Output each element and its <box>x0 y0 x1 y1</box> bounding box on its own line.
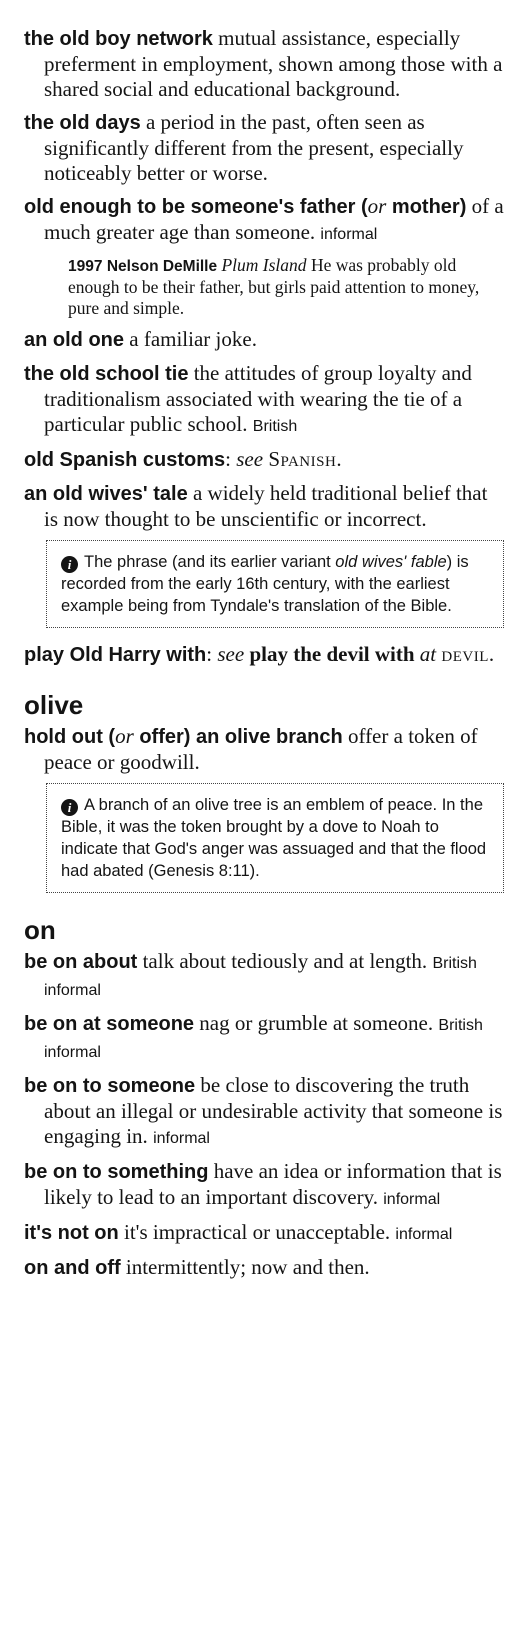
see-label: see <box>236 447 264 471</box>
definition: nag or grumble at someone. <box>199 1011 434 1035</box>
punct: : <box>225 447 231 471</box>
usage-label: British informal <box>44 1017 483 1061</box>
entry-old-one <box>24 327 504 353</box>
headword: old Spanish customs <box>24 449 226 471</box>
note-text: A branch of an olive tree is an emblem of peace. In the Bible, it was the token brought by a dove to Noah to indicate that God's anger was assuaged and that the flood had abated (Genesis 8:11). <box>61 796 487 880</box>
entry-be-on-to-something <box>24 1159 504 1212</box>
definition: offer a token of peace or goodwill. <box>44 724 478 774</box>
note-emphasis: old wives' fable <box>335 553 447 571</box>
usage-label: British informal <box>44 955 477 999</box>
headword: an old one <box>24 329 124 351</box>
definition: a familiar joke. <box>129 327 257 351</box>
definition: it's impractical or unacceptable. <box>124 1220 391 1244</box>
punct: : <box>206 642 213 666</box>
usage-label: informal <box>383 1191 441 1208</box>
info-icon: i <box>61 556 78 573</box>
headword: on and off <box>24 1257 121 1279</box>
entry-old-boy-network <box>24 26 504 102</box>
entry-be-on-at-someone <box>24 1011 504 1065</box>
usage-label: informal <box>395 1226 453 1243</box>
headword-part: mother) <box>386 196 467 218</box>
headword-part: old enough to be someone's father ( <box>24 196 368 218</box>
entry-be-on-about <box>24 949 504 1003</box>
quote-year: 1997 <box>68 258 103 275</box>
entry-old-enough <box>24 194 504 247</box>
note-text: The phrase (and its earlier variant <box>84 553 336 571</box>
cross-reference-link[interactable]: Spanish <box>268 447 337 471</box>
headword: be on to something <box>24 1161 209 1183</box>
headword-or: or <box>115 724 134 748</box>
punct: . <box>488 642 495 666</box>
definition: have an idea or information that is likely to lead to an important discovery. <box>44 1159 502 1209</box>
headword <box>24 196 466 218</box>
quote-author: Nelson DeMille <box>106 258 218 275</box>
definition: a widely held traditional belief that is now thought to be unscientific or incorrect. <box>44 481 488 531</box>
definition: of a much greater age than someone. <box>44 194 504 244</box>
usage-label: informal <box>320 226 378 243</box>
headword: play Old Harry with <box>24 644 207 666</box>
cross-reference-phrase[interactable]: play the devil with <box>249 642 415 666</box>
headword <box>24 726 343 748</box>
quote-work: Plum Island <box>221 255 307 275</box>
usage-label: British <box>252 418 298 435</box>
headword: it's not on <box>24 1222 119 1244</box>
section-title-olive: olive <box>24 690 84 720</box>
headword: the old school tie <box>24 363 189 385</box>
definition: the attitudes of group loyalty and traditionalism associated with wearing the tie of a particular public school. <box>44 361 472 436</box>
entry-its-not-on <box>24 1220 504 1247</box>
entry-be-on-to-someone <box>24 1073 504 1151</box>
usage-label: informal <box>153 1130 210 1147</box>
definition: mutual assistance, especially preferment in employment, shown among those with a shared social and educational background. <box>44 26 503 101</box>
info-icon: i <box>61 799 78 816</box>
entry-old-days <box>24 110 504 186</box>
entry-olive-branch <box>24 724 504 775</box>
definition: talk about tediously and at length. <box>142 949 428 973</box>
at-label: at <box>419 642 437 666</box>
entry-old-wives-tale <box>24 481 504 532</box>
definition: a period in the past, often seen as significantly different from the present, especially noticeably better or worse. <box>44 110 464 185</box>
entry-old-school-tie <box>24 361 504 439</box>
cross-reference-link[interactable]: devil <box>441 642 489 666</box>
headword: an old wives' tale <box>24 483 188 505</box>
entry-old-spanish-customs <box>24 447 504 473</box>
entry-play-old-harry <box>24 642 504 668</box>
headword-part: offer) an olive branch <box>133 726 343 748</box>
quote-text: He was probably old enough to be their father, but girls paid attention to money, pure and simple. <box>68 255 480 318</box>
headword: the old boy network <box>24 28 213 50</box>
section-title-on: on <box>24 915 56 945</box>
note-text: ) is recorded from the early 16th century, with the earliest example being from Tyndale's translation of the Bible. <box>61 553 469 615</box>
definition: be close to discovering the truth about an illegal or undesirable activity that someone is engaging in. <box>44 1073 503 1148</box>
headword-or: or <box>367 194 387 218</box>
etymology-note <box>46 540 504 628</box>
headword: be on at someone <box>24 1013 195 1035</box>
headword-part: hold out ( <box>24 726 116 748</box>
headword: the old days <box>24 112 141 134</box>
headword: be on about <box>24 951 138 973</box>
see-label: see <box>217 642 245 666</box>
definition: intermittently; now and then. <box>125 1255 370 1279</box>
entry-on-and-off <box>24 1255 504 1281</box>
headword: be on to someone <box>24 1075 196 1097</box>
citation-quote <box>68 255 504 319</box>
etymology-note <box>46 783 504 893</box>
punct: . <box>336 447 342 471</box>
